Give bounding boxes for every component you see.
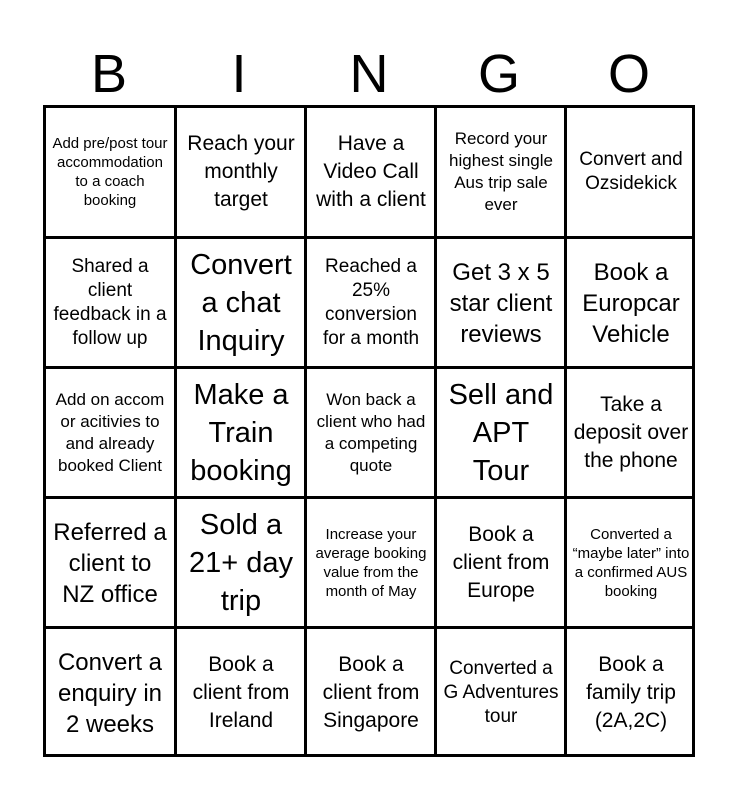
cell-text: Convert and Ozsidekick bbox=[579, 149, 683, 194]
bingo-grid bbox=[43, 105, 695, 757]
cell-text: Book a client from Europe bbox=[452, 523, 550, 602]
bingo-cell-b4[interactable] bbox=[45, 498, 175, 628]
bingo-cell-o3[interactable] bbox=[566, 368, 696, 498]
cell-text: Record your highest single Aus trip sale ever bbox=[449, 129, 553, 214]
cell-text: Convert a chat Inquiry bbox=[190, 249, 292, 357]
cell-text: Sell and APT Tour bbox=[448, 379, 554, 487]
bingo-cell-g1[interactable] bbox=[436, 107, 566, 237]
cell-text: Have a Video Call with a client bbox=[316, 132, 426, 211]
bingo-cell-g5[interactable] bbox=[436, 628, 566, 758]
cell-text: Increase your average booking value from the month of May bbox=[315, 526, 427, 600]
cell-text: Get 3 x 5 star client reviews bbox=[449, 258, 553, 348]
bingo-cell-b2[interactable] bbox=[45, 238, 175, 368]
header-letter-i: I bbox=[231, 44, 247, 104]
cell-text: Book a family trip (2A,2C) bbox=[586, 653, 676, 732]
header-letter-b: B bbox=[90, 44, 128, 104]
bingo-cell-o2[interactable] bbox=[566, 238, 696, 368]
bingo-cell-b3[interactable] bbox=[45, 368, 175, 498]
bingo-cell-n2[interactable] bbox=[306, 238, 436, 368]
bingo-cell-i2[interactable] bbox=[176, 238, 306, 368]
cell-text: Won back a client who had a competing quote bbox=[316, 390, 426, 475]
bingo-cell-n5[interactable] bbox=[306, 628, 436, 758]
cell-text: Add pre/post tour accommodation to a coach booking bbox=[52, 135, 168, 209]
bingo-header bbox=[44, 44, 694, 104]
cell-text: Reached a 25% conversion for a month bbox=[322, 256, 420, 349]
cell-text: Reach your monthly target bbox=[187, 132, 295, 211]
bingo-cell-g2[interactable] bbox=[436, 238, 566, 368]
cell-text: Make a Train booking bbox=[190, 379, 292, 487]
cell-text: Book a Europcar Vehicle bbox=[582, 258, 680, 348]
header-letter-n: N bbox=[349, 44, 389, 104]
bingo-cell-i1[interactable] bbox=[176, 107, 306, 237]
bingo-cell-i4[interactable] bbox=[176, 498, 306, 628]
bingo-cell-i5[interactable] bbox=[176, 628, 306, 758]
cell-text: Converted a “maybe later” into a confirmed AUS booking bbox=[572, 526, 690, 600]
cell-text: Referred a client to NZ office bbox=[53, 518, 167, 608]
cell-text: Shared a client feedback in a follow up bbox=[53, 256, 167, 349]
cell-text: Take a deposit over the phone bbox=[573, 393, 689, 472]
bingo-cell-o1[interactable] bbox=[566, 107, 696, 237]
bingo-cell-i3[interactable] bbox=[176, 368, 306, 498]
bingo-cell-n3[interactable] bbox=[306, 368, 436, 498]
bingo-cell-o5[interactable] bbox=[566, 628, 696, 758]
bingo-cell-b5[interactable] bbox=[45, 628, 175, 758]
cell-text: Converted a G Adventures tour bbox=[443, 658, 559, 727]
bingo-cell-o4[interactable] bbox=[566, 498, 696, 628]
cell-text: Convert a enquiry in 2 weeks bbox=[57, 648, 163, 738]
bingo-cell-n1[interactable] bbox=[306, 107, 436, 237]
bingo-cell-g4[interactable] bbox=[436, 498, 566, 628]
header-letter-g: G bbox=[477, 44, 520, 104]
cell-text: Sold a 21+ day trip bbox=[188, 509, 293, 617]
cell-text: Book a client from Ireland bbox=[192, 653, 290, 732]
cell-text: Add on accom or acitivies to and already booked Client bbox=[55, 390, 165, 475]
bingo-cell-g3[interactable] bbox=[436, 368, 566, 498]
bingo-cell-b1[interactable] bbox=[45, 107, 175, 237]
header-letter-o: O bbox=[607, 44, 650, 104]
bingo-cell-n4[interactable] bbox=[306, 498, 436, 628]
cell-text: Book a client from Singapore bbox=[322, 653, 420, 732]
